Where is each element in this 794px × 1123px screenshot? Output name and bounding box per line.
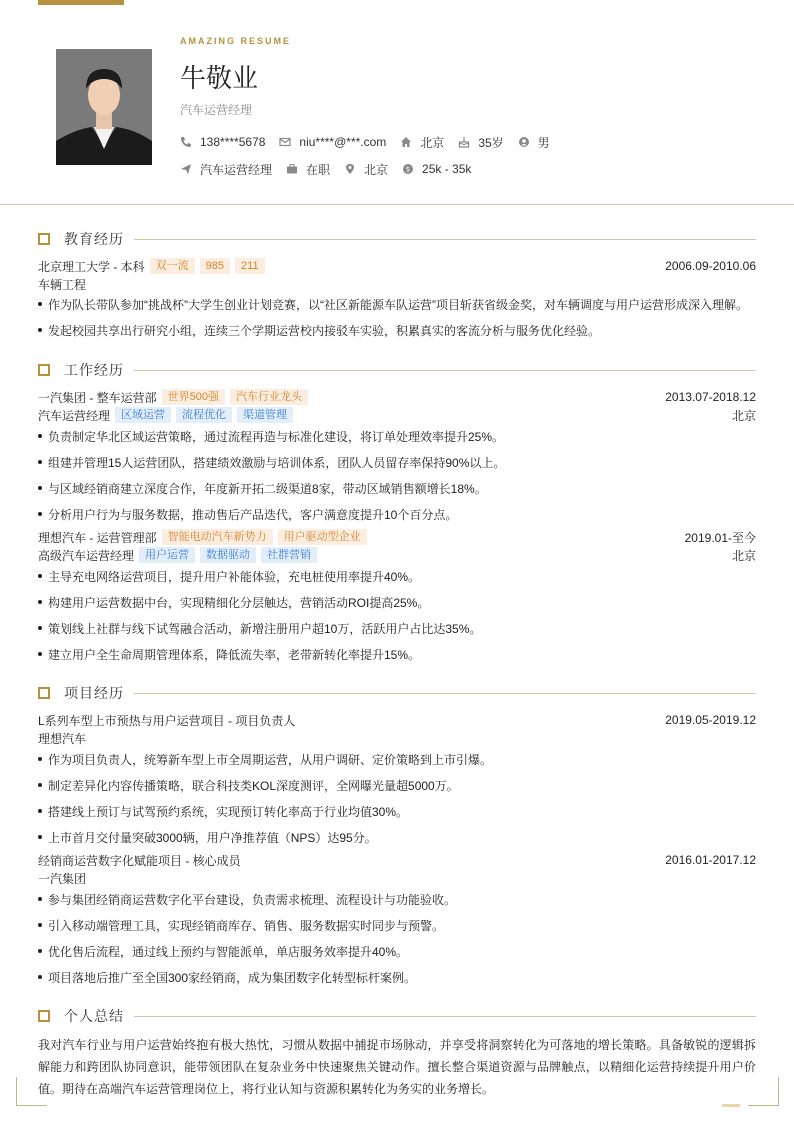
skill-tag: 用户运营	[139, 547, 195, 563]
major-name: 车辆工程	[38, 277, 87, 292]
list-item	[38, 296, 756, 312]
project-header	[38, 852, 756, 868]
bottom-accent-mark	[722, 1104, 740, 1107]
section-square-icon	[38, 364, 50, 376]
project-org-name: 一汽集团	[38, 871, 87, 886]
contact-row	[180, 134, 564, 150]
project-org-name: 理想汽车	[38, 731, 87, 746]
section-rule	[134, 370, 756, 371]
education-header	[38, 258, 756, 274]
list-item	[38, 751, 756, 767]
skill-tag: 区域运营	[115, 407, 171, 423]
work-location: 北京	[731, 548, 756, 563]
resume-tagline: AMAZING RESUME	[180, 36, 291, 46]
top-accent-bar	[38, 0, 124, 5]
section-education	[38, 229, 756, 249]
education-tag: 211	[235, 258, 265, 274]
cake-icon	[458, 136, 470, 148]
project-name: L系列车型上市预热与用户运营项目 - 项目负责人	[38, 713, 296, 728]
company-tag: 汽车行业龙头	[230, 389, 308, 405]
company-tag: 智能电动汽车新势力	[162, 529, 273, 545]
role-name: 高级汽车运营经理	[38, 548, 135, 563]
list-item	[38, 480, 756, 496]
bullet-text: 发起校园共享出行研究小组，连续三个学期运营校内接驳车实验，积累真实的客流分析与服务优化经验。	[48, 323, 601, 338]
summary-text: 我对汽车行业与用户运营始终抱有极大热忱，习惯从数据中捕捉市场脉动，并享受将洞察转化为可落地的增长策略。具备敏锐的逻辑拆解能力和跨团队协同意识，能带领团队在复杂业务中快速聚焦关键动作。擅长整合渠道资源与品牌触点，以精细化运营持续提升用户价值。期待在高端汽车运营管理岗位上，将行业认知与资源积累转化为务实的业务增长。	[38, 1038, 756, 1096]
list-item	[38, 646, 756, 662]
work-role	[38, 407, 756, 423]
section-title: 教育经历	[64, 231, 124, 247]
bullet-text: 引入移动端管理工具，实现经销商库存、销售、服务数据实时同步与预警。	[48, 918, 445, 933]
list-item	[38, 917, 756, 933]
education-date: 2006.09-2010.06	[665, 259, 756, 273]
list-item	[38, 829, 756, 845]
list-item	[38, 943, 756, 959]
phone-value: 138****5678	[200, 135, 266, 149]
age-item	[458, 134, 503, 151]
company-tag: 世界500强	[162, 389, 225, 405]
company-name: 理想汽车 - 运营管理部	[38, 530, 157, 545]
target-position-item	[180, 161, 272, 178]
section-square-icon	[38, 687, 50, 699]
email-icon	[279, 136, 291, 148]
bullet-text: 组建并管理15人运营团队，搭建绩效激励与培训体系，团队人员留存率保持90%以上。	[48, 455, 506, 470]
skill-tag: 社群营销	[261, 547, 317, 563]
header-divider	[0, 204, 794, 205]
bullet-text: 主导充电网络运营项目，提升用户补能体验，充电桩使用率提升40%。	[48, 569, 421, 584]
bullet-text: 负责制定华北区域运营策略，通过流程再造与标准化建设，将订单处理效率提升25%。	[48, 429, 505, 444]
bullet-text: 上市首月交付量突破3000辆，用户净推荐值（NPS）达95分。	[48, 830, 377, 845]
skill-tag: 流程优化	[176, 407, 232, 423]
age-value: 35岁	[478, 135, 504, 150]
company-tag: 用户驱动型企业	[278, 529, 367, 545]
salary-value: 25k - 35k	[422, 162, 472, 176]
location-icon	[344, 163, 356, 175]
bullet-text: 参与集团经销商运营数字化平台建设，负责需求梳理、流程设计与功能验收。	[48, 892, 457, 907]
list-item	[38, 891, 756, 907]
section-summary	[38, 1006, 756, 1026]
work-date: 2013.07-2018.12	[665, 390, 756, 404]
bullet-text: 优化售后流程，通过线上预约与智能派单，单店服务效率提升40%。	[48, 944, 409, 959]
section-rule	[134, 239, 756, 240]
section-square-icon	[38, 233, 50, 245]
section-square-icon	[38, 1010, 50, 1022]
section-projects	[38, 683, 756, 703]
work-role	[38, 547, 756, 563]
svg-text:$: $	[405, 165, 411, 174]
project-org	[38, 730, 756, 746]
list-item	[38, 803, 756, 819]
list-item	[38, 454, 756, 470]
city-item	[400, 134, 444, 151]
intent-row	[180, 161, 485, 177]
profile-photo	[56, 49, 152, 165]
target-city-value: 北京	[364, 162, 389, 177]
section-rule	[134, 693, 756, 694]
corner-decoration-left	[16, 1077, 47, 1106]
list-item	[38, 428, 756, 444]
work-header	[38, 389, 756, 405]
status-value: 在职	[306, 162, 331, 177]
job-title: 汽车运营经理	[180, 103, 253, 117]
bullet-text: 制定差异化内容传播策略，联合科技类KOL深度测评，全网曝光量超5000万。	[48, 778, 459, 793]
target-city-item	[344, 161, 388, 178]
phone-item	[180, 135, 265, 149]
section-title: 工作经历	[64, 362, 124, 378]
gender-icon	[518, 136, 530, 148]
role-name: 汽车运营经理	[38, 408, 111, 423]
status-item	[286, 161, 330, 178]
bullet-text: 作为项目负责人，统筹新车型上市全周期运营，从用户调研、定价策略到上市引爆。	[48, 752, 493, 767]
home-icon	[400, 136, 412, 148]
education-tag: 985	[200, 258, 230, 274]
work-location: 北京	[731, 408, 756, 423]
money-icon	[402, 163, 414, 175]
work-header	[38, 529, 756, 545]
bullet-text: 作为队长带队参加“挑战杯”大学生创业计划竞赛，以“社区新能源车队运营”项目斩获省级金奖，对车辆调度与用户运营形成深入理解。	[48, 297, 748, 312]
send-icon	[180, 163, 192, 175]
list-item	[38, 777, 756, 793]
section-work	[38, 360, 756, 380]
bullet-text: 与区域经销商建立深度合作，年度新开拓二级渠道8家，带动区域销售额增长18%。	[48, 481, 487, 496]
bullet-text: 建立用户全生命周期管理体系，降低流失率，老带新转化率提升15%。	[48, 647, 421, 662]
target-position-value: 汽车运营经理	[200, 162, 273, 177]
list-item	[38, 568, 756, 584]
project-header	[38, 712, 756, 728]
bullet-text: 构建用户运营数据中台，实现精细化分层触达，营销活动ROI提高25%。	[48, 595, 430, 610]
gender-item	[518, 134, 550, 151]
education-major	[38, 276, 756, 292]
candidate-name: 牛敬业	[180, 63, 259, 93]
section-title: 个人总结	[64, 1008, 124, 1024]
section-rule	[134, 1016, 756, 1017]
list-item	[38, 620, 756, 636]
project-org	[38, 870, 756, 886]
salary-item	[402, 162, 471, 176]
company-name: 一汽集团 - 整车运营部	[38, 390, 157, 405]
education-tag: 双一流	[150, 258, 195, 274]
list-item	[38, 322, 756, 338]
section-title: 项目经历	[64, 685, 124, 701]
gender-value: 男	[537, 135, 550, 150]
skill-tag: 渠道管理	[237, 407, 293, 423]
corner-decoration-right	[748, 1077, 779, 1106]
work-date: 2019.01-至今	[684, 530, 756, 545]
list-item	[38, 594, 756, 610]
bullet-text: 项目落地后推广至全国300家经销商，成为集团数字化转型标杆案例。	[48, 970, 417, 985]
list-item	[38, 969, 756, 985]
phone-icon	[180, 136, 192, 148]
email-item	[279, 135, 386, 149]
bullet-text: 分析用户行为与服务数据，推动售后产品迭代，客户满意度提升10个百分点。	[48, 507, 458, 522]
bullet-text: 搭建线上预订与试驾预约系统，实现预订转化率高于行业均值30%。	[48, 804, 409, 819]
email-value: niu****@***.com	[299, 135, 387, 149]
project-date: 2016.01-2017.12	[665, 853, 756, 867]
skill-tag: 数据驱动	[200, 547, 256, 563]
bullet-text: 策划线上社群与线下试驾融合活动，新增注册用户超10万，活跃用户占比达35%。	[48, 621, 482, 636]
briefcase-icon	[286, 163, 298, 175]
project-date: 2019.05-2019.12	[665, 713, 756, 727]
city-value: 北京	[420, 135, 445, 150]
project-name: 经销商运营数字化赋能项目 - 核心成员	[38, 853, 241, 868]
list-item	[38, 506, 756, 522]
school-name: 北京理工大学 - 本科	[38, 259, 145, 274]
